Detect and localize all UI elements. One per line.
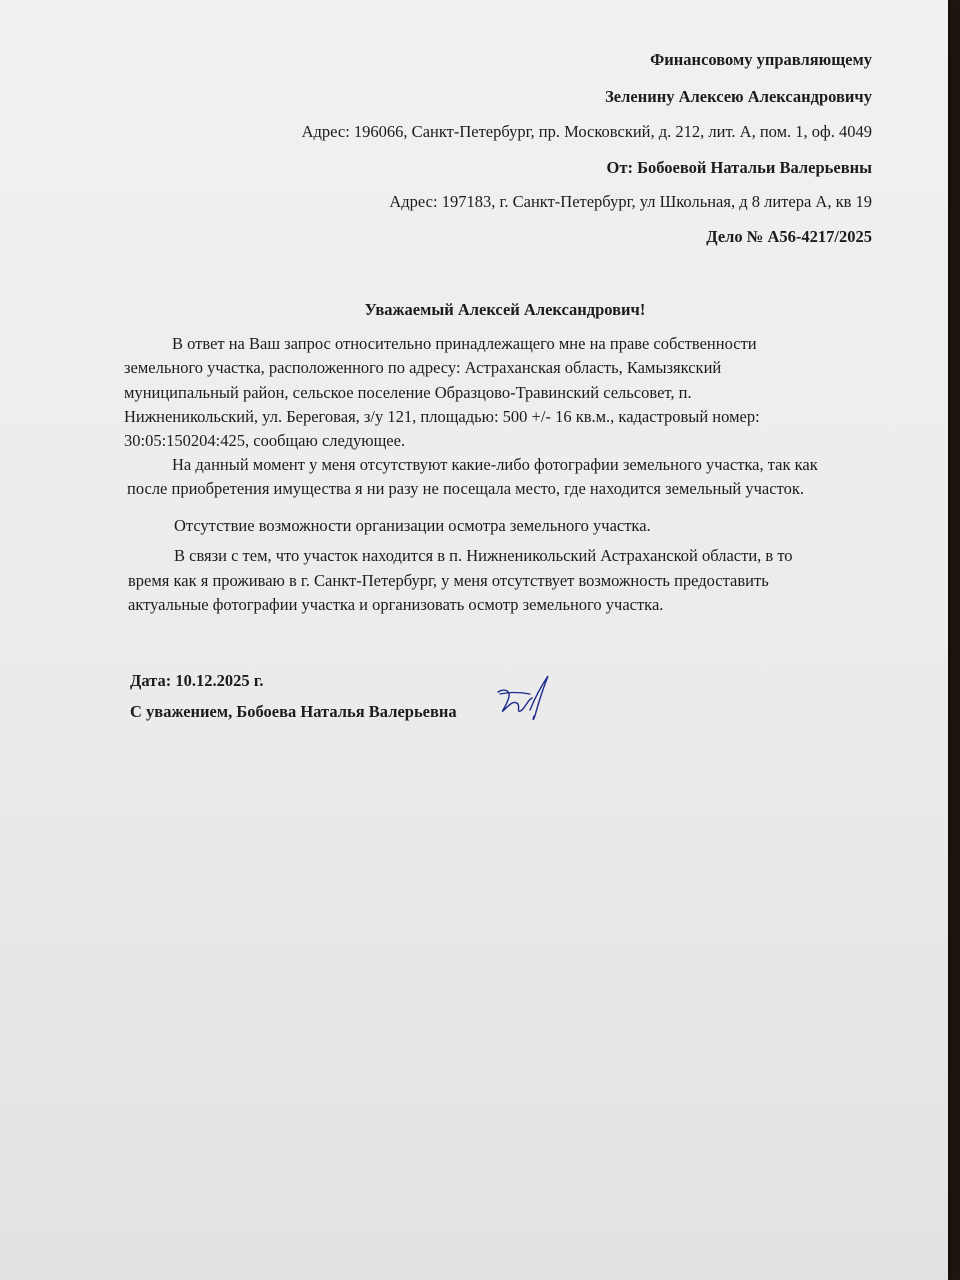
paragraph2-line: после приобретения имущества я ни разу не посещала место, где находится земельный участок. [127, 479, 804, 498]
letter-date: Дата: 10.12.2025 г. [130, 671, 264, 690]
signature-stroke [500, 693, 530, 695]
sender-address: Адрес: 197183, г. Санкт-Петербург, ул Школьная, д 8 литера А, кв 19 [389, 192, 872, 211]
signature-stroke [530, 676, 548, 719]
paragraph1-line: земельного участка, расположенного по адресу: Астраханская область, Камызякский [124, 358, 722, 377]
paragraph2-line: На данный момент у меня отсутствуют какие-либо фотографии земельного участка, так как [172, 455, 818, 474]
paragraph4-line: актуальные фотографии участка и организовать осмотр земельного участка. [128, 595, 664, 614]
paragraph3-line: Отсутствие возможности организации осмотра земельного участка. [174, 516, 651, 535]
salutation: Уважаемый Алексей Александрович! [364, 300, 646, 319]
recipient-title: Финансовому управляющему [650, 50, 872, 69]
paragraph1-line: Нижненикольский, ул. Береговая, з/у 121, площадью: 500 +/- 16 кв.м., кадастровый номер: [124, 407, 760, 426]
paragraph1-line: В ответ на Ваш запрос относительно принадлежащего мне на праве собственности [172, 334, 757, 353]
recipient-name: Зеленину Алексею Александровичу [605, 87, 872, 106]
paragraph4-line: время как я проживаю в г. Санкт-Петербург, у меня отсутствует возможность предоставить [128, 571, 769, 590]
paragraph4-line: В связи с тем, что участок находится в п. Нижненикольский Астраханской области, в то [174, 546, 793, 565]
sender-name: От: Бобоевой Натальи Валерьевны [606, 158, 872, 177]
paragraph1-line: 30:05:150204:425, сообщаю следующее. [124, 431, 406, 450]
recipient-address: Адрес: 196066, Санкт-Петербург, пр. Московский, д. 212, лит. А, пом. 1, оф. 4049 [301, 122, 872, 141]
signature-image [490, 670, 560, 730]
paragraph1-line: муниципальный район, сельское поселение Образцово-Травинский сельсовет, п. [124, 383, 692, 402]
case-number: Дело № А56-4217/2025 [706, 227, 872, 246]
letter-closing: С уважением, Бобоева Наталья Валерьевна [130, 702, 457, 721]
